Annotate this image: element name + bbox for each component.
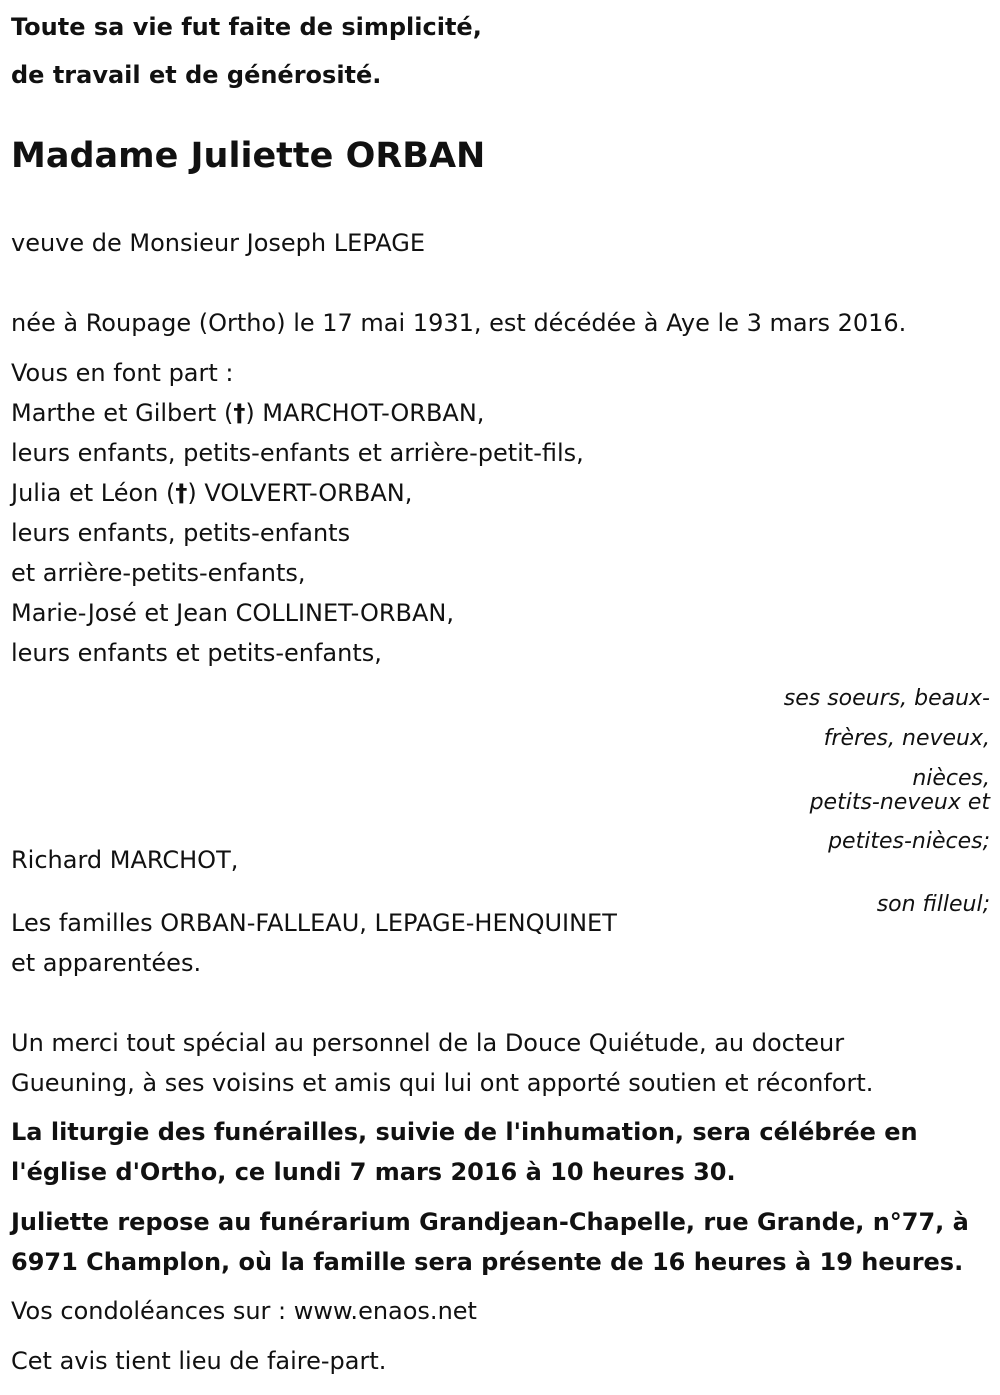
family-julia-desc-2: et arrière-petits-enfants, <box>11 559 306 587</box>
family-marthe-desc: leurs enfants, petits-enfants et arrière-petit-fils, <box>11 439 584 467</box>
announce-intro: Vous en font part : <box>11 359 234 387</box>
families-line-2: et apparentées. <box>11 949 202 977</box>
epitaph-line-2: de travail et de générosité. <box>11 61 382 89</box>
family-marthe-post: ) MARCHOT-ORBAN, <box>245 399 485 427</box>
liturgy-line-1: La liturgie des funérailles, suivie de l'inhumation, sera célébrée en <box>11 1118 918 1146</box>
funerarium-line-2: 6971 Champlon, où la famille sera présente de 16 heures à 19 heures. <box>11 1248 964 1276</box>
relation-siblings-3: nièces, <box>912 766 990 791</box>
notice: Cet avis tient lieu de faire-part. <box>11 1347 387 1375</box>
family-julia-desc-1: leurs enfants, petits-enfants <box>11 519 351 547</box>
birth-death: née à Roupage (Ortho) le 17 mai 1931, est décédée à Aye le 3 mars 2016. <box>11 309 907 337</box>
family-julia-post: ) VOLVERT-ORBAN, <box>187 479 413 507</box>
family-marie-desc: leurs enfants et petits-enfants, <box>11 639 382 667</box>
condolences: Vos condoléances sur : www.enaos.net <box>11 1297 477 1325</box>
epitaph-line-1: Toute sa vie fut faite de simplicité, <box>11 13 482 41</box>
godson: Richard MARCHOT, <box>11 846 239 874</box>
families-line-1: Les familles ORBAN-FALLEAU, LEPAGE-HENQUINET <box>11 909 617 937</box>
liturgy-line-2: l'église d'Ortho, ce lundi 7 mars 2016 à 10 heures 30. <box>11 1158 736 1186</box>
relation-siblings-4: petits-neveux et <box>809 790 990 815</box>
godson-relation: son filleul; <box>876 892 990 917</box>
family-julia-pre: Julia et Léon ( <box>11 479 176 507</box>
deceased-name: Madame Juliette ORBAN <box>11 136 486 176</box>
relation-siblings-5: petites-nièces; <box>828 829 990 854</box>
cross-icon: † <box>233 399 246 427</box>
family-marthe <box>11 398 484 428</box>
family-julia <box>11 478 412 508</box>
family-marie: Marie-José et Jean COLLINET-ORBAN, <box>11 599 454 627</box>
widow-of: veuve de Monsieur Joseph LEPAGE <box>11 229 425 257</box>
thanks-line-1: Un merci tout spécial au personnel de la Douce Quiétude, au docteur <box>11 1029 845 1057</box>
relation-siblings-1: ses soeurs, beaux- <box>783 686 990 711</box>
thanks-line-2: Gueuning, à ses voisins et amis qui lui ont apporté soutien et réconfort. <box>11 1069 874 1097</box>
relation-siblings-2: frères, neveux, <box>823 726 990 751</box>
cross-icon: † <box>175 479 188 507</box>
family-marthe-pre: Marthe et Gilbert ( <box>11 399 234 427</box>
funerarium-line-1: Juliette repose au funérarium Grandjean-Chapelle, rue Grande, n°77, à <box>11 1208 969 1236</box>
